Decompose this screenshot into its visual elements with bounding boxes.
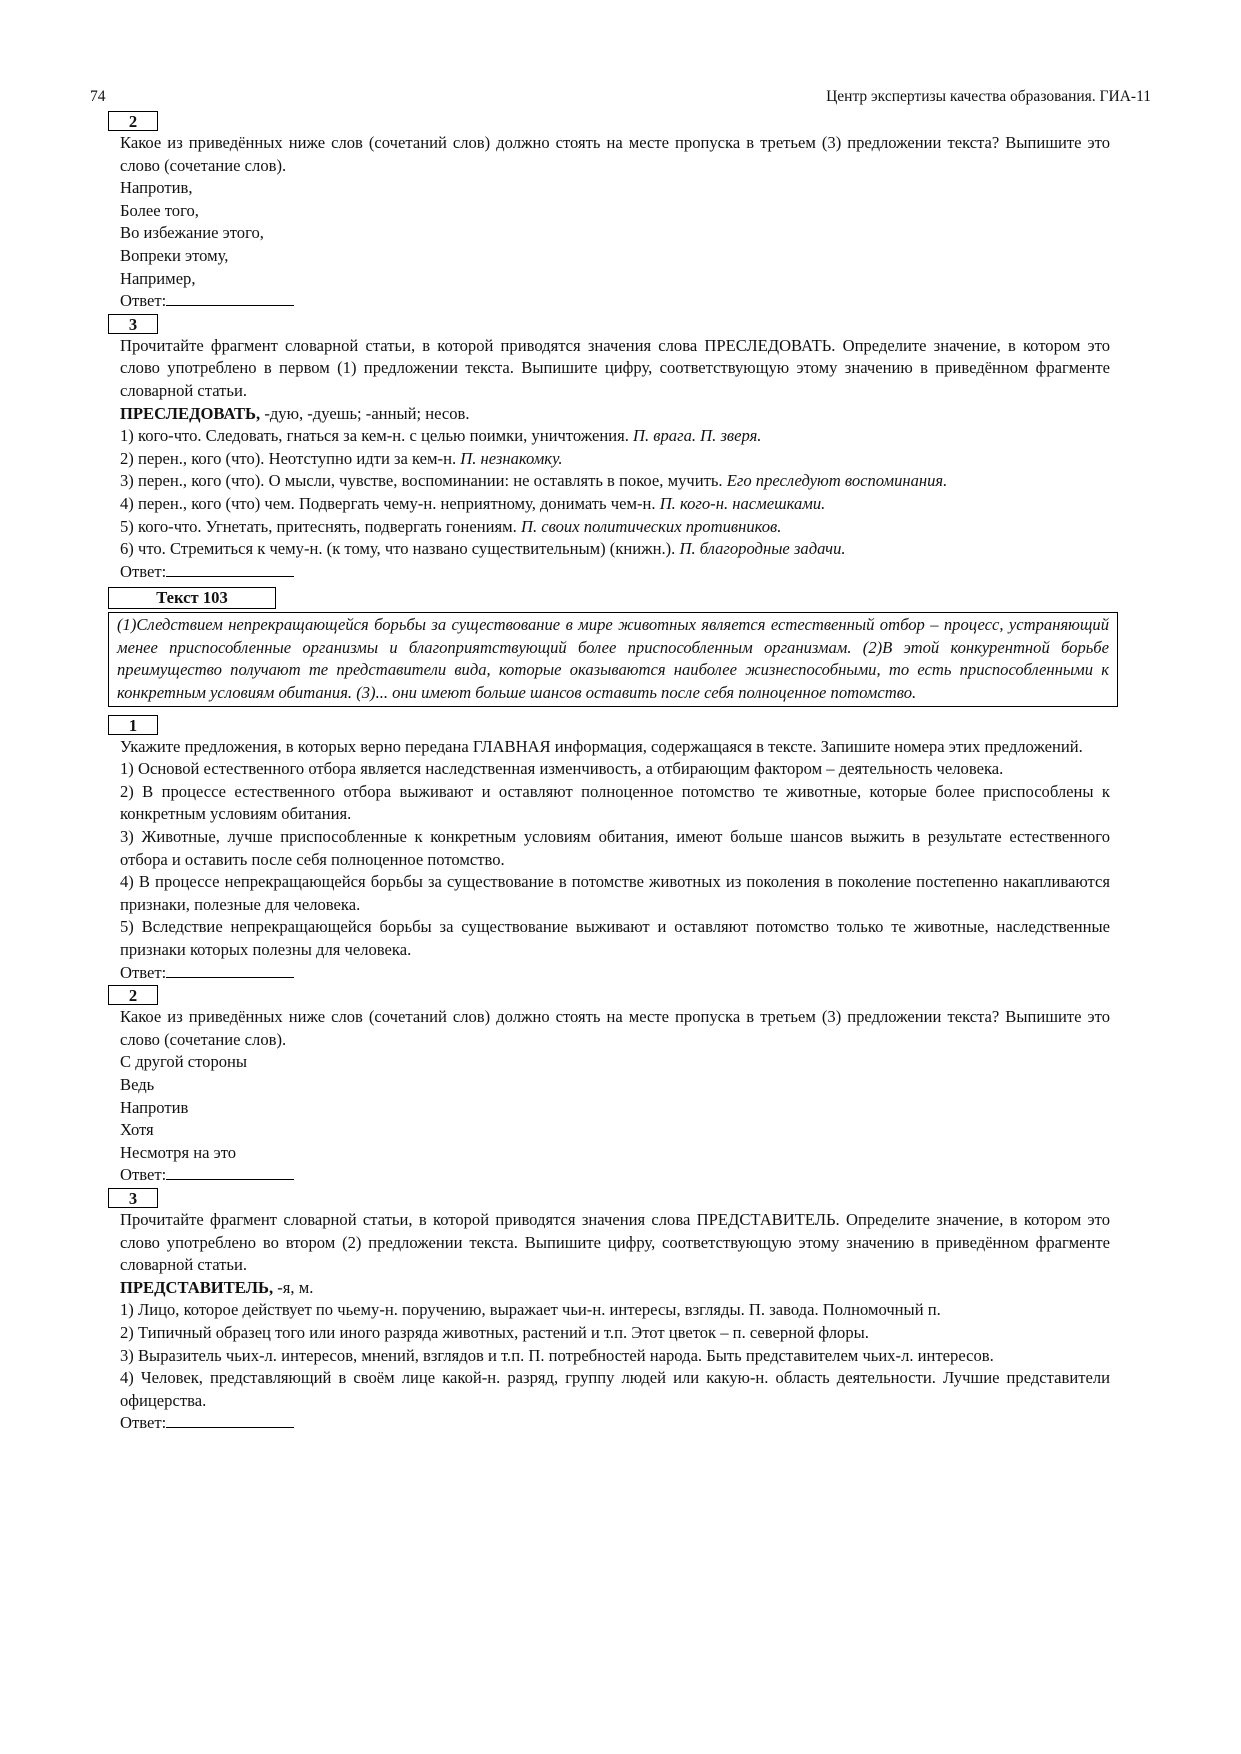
answer-blank[interactable] [166,1412,294,1428]
dictionary-meaning: 2) Типичный образец того или иного разряда животных, растений и т.п. Этот цветок – п. северной флоры. [120,1322,869,1342]
dictionary-meaning: 4) Человек, представляющий в своём лице какой-н. разряд, группу людей или какую-н. область деятельности. Лучшие представители офицерства. [120,1368,1110,1410]
dictionary-headword-line [120,1277,1110,1300]
option: 3) Животные, лучше приспособленные к конкретным условиям обитания, имеют больше шансов выжить в результате естественного отбора и оставить после себя полноценное потомство. [120,827,1110,869]
option: 4) В процессе непрекращающейся борьбы за существование в потомстве животных из поколения в поколение постепенно накапливаются признаки, полезные для человека. [120,872,1110,914]
answer-label: Ответ: [120,561,167,581]
task-question: Какое из приведённых ниже слов (сочетаний слов) должно стоять на месте пропуска в третьем (3) предложении текста? Выпишите это слово (сочетание слов). [120,1007,1110,1049]
answer-blank[interactable] [166,1164,294,1180]
answer-line [120,1412,1110,1435]
task-question: Прочитайте фрагмент словарной статьи, в которой приводятся значения слова ПРЕСЛЕДОВАТЬ. Определите значение, в котором это слово употреблено в первом (1) предложении текста. Выпишите цифру, соответствующую этому значению в приведённом фрагменте словарной статьи. [120,335,1110,400]
dictionary-grammar: -я, м. [273,1277,314,1297]
option: Вопреки этому, [120,245,229,265]
answer-line [120,1164,1110,1187]
option: Более того, [120,200,199,220]
dictionary-headword: ПРЕСЛЕДОВАТЬ, [120,403,261,423]
answer-label: Ответ: [120,291,167,311]
usage-example: Его преследуют воспоминания. [726,471,948,491]
answer-blank[interactable] [166,290,294,306]
option: С другой стороны [120,1052,248,1072]
dictionary-meaning: 5) кого-что. Угнетать, притеснять, подвергать гонениям. П. своих политических противников. [120,516,782,536]
option: 2) В процессе естественного отбора выживают и оставляют полноценное потомство те животные, которые более приспособлены к конкретным условиям обитания. [120,781,1110,824]
text-passage: (1)Следствием непрекращающейся борьбы за существование в мире животных является естественный отбор – процесс, устраняющий менее приспособленные организмы и благоприятствующий более приспособленным организмам. (2)В этой конкурентной борьбе преимущество получают те представители вида, которые оказываются наиболее жизнеспособными, то есть приспособленными к конкретным условиям обитания. (3)... они имеют больше шансов оставить после себя полноценное потомство. [108,612,1118,706]
usage-example: П. благородные задачи. [679,539,846,559]
task-question: Прочитайте фрагмент словарной статьи, в которой приводятся значения слова ПРЕДСТАВИТЕЛЬ. Определите значение, в котором это слово употреблено во втором (2) предложении текста. Выпишите цифру, соответствующую этому значению в приведённом фрагменте словарной статьи. [120,1209,1110,1275]
dictionary-meaning: 4) перен., кого (что) чем. Подвергать чему-н. неприятному, донимать чем-н. П. кого-н. насмешками. [120,493,826,513]
dictionary-headword-line [120,403,1110,426]
dictionary-meaning: 2) перен., кого (что). Неотступно идти за кем-н. П. незнакомку. [120,448,563,468]
dictionary-meaning: 1) кого-что. Следовать, гнаться за кем-н. с целью поимки, уничтожения. П. врага. П. зверя. [120,426,762,446]
page-content [117,110,1110,1435]
option: Напротив, [120,178,193,198]
task-question: Укажите предложения, в которых верно передана ГЛАВНАЯ информация, содержащаяся в тексте. Запишите номера этих предложений. [120,736,1083,756]
option: Несмотря на это [120,1142,237,1162]
usage-example: П. врага. П. зверя. [633,426,762,446]
answer-line [120,962,1110,985]
task-number-box: 2 [108,111,158,131]
dictionary-meaning: 6) что. Стремиться к чему-н. (к тому, что названо существительным) (книжн.). П. благородные задачи. [120,539,846,559]
task-number-box: 2 [108,985,158,1005]
answer-label: Ответ: [120,962,167,982]
option: Ведь [120,1074,155,1094]
option: Во избежание этого, [120,223,264,243]
task-number-box: 1 [108,715,158,735]
answer-line [120,561,1110,584]
answer-label: Ответ: [120,1413,167,1433]
usage-example: П. незнакомку. [460,448,563,468]
task-number-box: 3 [108,314,158,334]
dictionary-grammar: -дую, -дуешь; -анный; несов. [260,403,470,423]
answer-line [120,290,1110,313]
header-source: Центр экспертизы качества образования. ГИА-11 [826,88,1151,105]
task-question: Какое из приведённых ниже слов (сочетаний слов) должно стоять на месте пропуска в третьем (3) предложении текста? Выпишите это слово (сочетание слов). [120,133,1110,175]
usage-example: П. кого-н. насмешками. [659,493,826,513]
answer-blank[interactable] [166,561,294,577]
answer-label: Ответ: [120,1165,167,1185]
dictionary-meaning: 1) Лицо, которое действует по чьему-н. поручению, выражает чьи-н. интересы, взгляды. П. завода. Полномочный п. [120,1300,941,1320]
option: 1) Основой естественного отбора является наследственная изменчивость, а отбирающим фактором – деятельность человека. [120,759,1004,779]
dictionary-meaning: 3) перен., кого (что). О мысли, чувстве, воспоминании: не оставлять в покое, мучить. Его преследуют воспоминания. [120,471,948,491]
text-title-box: Текст 103 [108,587,276,609]
option: Например, [120,268,196,288]
option: Хотя [120,1120,154,1140]
dictionary-meaning: 3) Выразитель чьих-л. интересов, мнений, взглядов и т.п. П. потребностей народа. Быть представителем чьих-л. интересов. [120,1345,994,1365]
task-number-box: 3 [108,1188,158,1208]
option: Напротив [120,1097,189,1117]
dictionary-headword: ПРЕДСТАВИТЕЛЬ, [120,1277,274,1297]
usage-example: П. своих политических противников. [520,516,782,536]
answer-blank[interactable] [166,962,294,978]
option: 5) Вследствие непрекращающейся борьбы за существование выживают и оставляют потомство только те животные, наследственные признаки которых полезны для человека. [120,917,1110,959]
page-number: 74 [90,88,106,105]
